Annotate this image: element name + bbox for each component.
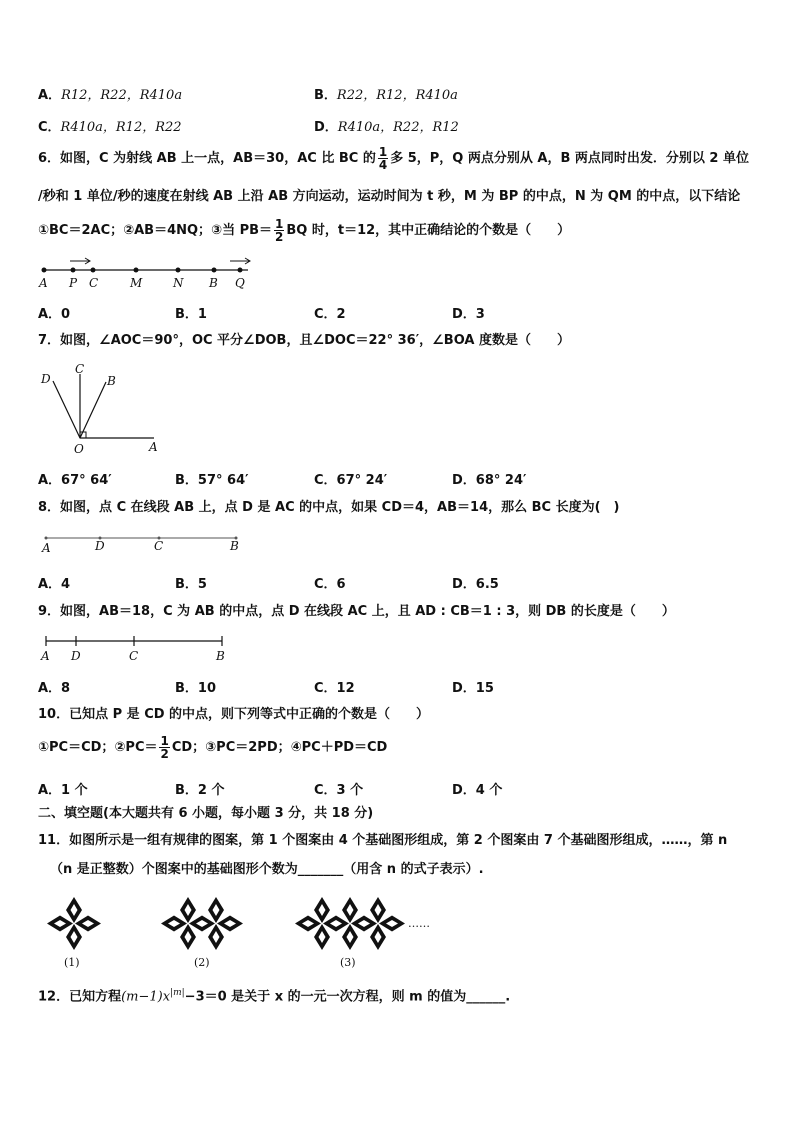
q11-caption-1: (1)	[64, 956, 80, 969]
q6-line2: /秒和 1 单位/秒的速度在射线 AB 上沿 AB 方向运动，运动时间为 t 秒，M 为 BP 的中点，N 为 QM 的中点，以下结论	[38, 189, 741, 204]
q6-fraction-2: $\frac{1}{2}$	[275, 217, 284, 244]
q11-pattern-1	[47, 897, 101, 950]
q9-option-b: B．10	[175, 681, 216, 696]
q6-option-a: A．0	[38, 307, 71, 322]
q9-question: 9．如图，AB＝18，C 为 AB 的中点，点 D 在线段 AC 上，且 AD : CB＝1 : 3，则 DB 的长度是（ ）	[38, 604, 675, 619]
q6-label-m: M	[130, 276, 143, 290]
q11-caption-2: (2)	[194, 956, 210, 969]
q10-option-a: A．1 个	[38, 783, 88, 798]
q10-option-c: C．3 个	[314, 783, 364, 798]
q9-label-d: D	[71, 649, 81, 663]
q6-ray-diagram	[34, 250, 264, 290]
q8-option-c: C．6	[314, 577, 346, 592]
q8-option-d: D．6.5	[452, 577, 499, 592]
q11-pattern-2	[161, 897, 243, 950]
q7-option-d: D．68° 24′	[452, 473, 527, 488]
q10-question: 10．已知点 P 是 CD 的中点，则下列等式中正确的个数是（ ）	[38, 707, 430, 722]
q11-pattern-figure	[40, 890, 440, 970]
q8-label-c: C	[154, 539, 164, 553]
q10-equations: ①PC＝CD；②PC＝ $\frac{1}{2}$ CD；③PC＝2PD；④PC＋PD＝CD	[38, 734, 388, 761]
q11-pattern-3	[295, 897, 405, 950]
q8-segment-diagram	[38, 528, 248, 558]
q11-line1: 11．如图所示是一组有规律的图案，第 1 个图案由 4 个基础图形组成，第 2 个图案由 7 个基础图形组成，……，第 n	[38, 833, 728, 848]
q5-option-c: C．R410a，R12，R22	[38, 120, 182, 135]
q11-ellipsis: ……	[408, 917, 430, 930]
q9-option-d: D．15	[452, 681, 494, 696]
q6-label-a: A	[39, 276, 48, 290]
q8-option-a: A．4	[38, 577, 71, 592]
q7-label-b: B	[107, 374, 116, 388]
q6-option-d: D．3	[452, 307, 485, 322]
q12-question: 12．已知方程$(m-1)x^{|m|}-3=0$ 是关于 x 的一元一次方程，则 m 的值为______.	[38, 988, 511, 1005]
q9-label-c: C	[129, 649, 139, 663]
q6-label-n: N	[173, 276, 184, 290]
q8-question: 8．如图，点 C 在线段 AB 上，点 D 是 AC 的中点，如果 CD＝4，AB＝14，那么 BC 长度为( )	[38, 500, 620, 515]
q6-label-b: B	[209, 276, 218, 290]
q7-question: 7．如图，∠AOC＝90°，OC 平分∠DOB，且∠DOC＝22° 36′，∠BOA 度数是（ ）	[38, 333, 570, 348]
q9-label-a: A	[41, 649, 50, 663]
q8-label-d: D	[95, 539, 105, 553]
q10-option-b: B．2 个	[175, 783, 225, 798]
q9-label-b: B	[216, 649, 225, 663]
q7-angle-diagram	[36, 358, 176, 458]
q10-option-d: D．4 个	[452, 783, 503, 798]
q8-label-b: B	[230, 539, 239, 553]
q6-line1: 6．如图，C 为射线 AB 上一点，AB＝30，AC 比 BC 的 $\frac{1}{4}$ 多 5，P，Q 两点分别从 A，B 两点同时出发．分别以 2 单位	[38, 145, 749, 172]
q6-label-q: Q	[235, 276, 245, 290]
q7-label-o: O	[74, 442, 84, 456]
q9-segment-diagram	[38, 633, 238, 665]
q7-option-b: B．57° 64′	[175, 473, 249, 488]
q5-option-a: A．R12，R22，R410a	[38, 88, 183, 103]
q9-option-c: C．12	[314, 681, 355, 696]
q6-label-p: P	[69, 276, 78, 290]
q9-option-a: A．8	[38, 681, 71, 696]
q6-line3: ①BC＝2AC；②AB＝4NQ；③当 PB＝ $\frac{1}{2}$ BQ 时，t＝12，其中正确结论的个数是（ ）	[38, 217, 571, 244]
q7-option-c: C．67° 24′	[314, 473, 388, 488]
q10-fraction: $\frac{1}{2}$	[160, 734, 169, 761]
q6-option-b: B．1	[175, 307, 207, 322]
q7-label-d: D	[41, 372, 51, 386]
q6-label-c: C	[89, 276, 99, 290]
q7-label-a: A	[149, 440, 158, 454]
q5-option-b: B．R22，R12，R410a	[314, 88, 458, 103]
section-heading-fill-blank: 二、填空题(本大题共有 6 小题，每小题 3 分，共 18 分)	[38, 806, 374, 821]
q11-caption-3: (3)	[340, 956, 356, 969]
q8-label-a: A	[42, 541, 51, 555]
q5-option-d: D．R410a，R22，R12	[314, 120, 459, 135]
q7-label-c: C	[75, 362, 85, 376]
q6-option-c: C．2	[314, 307, 346, 322]
q6-fraction: $\frac{1}{4}$	[378, 145, 388, 172]
q7-option-a: A．67° 64′	[38, 473, 112, 488]
q11-line2: （n 是正整数）个图案中的基础图形个数为_______（用含 n 的式子表示）.	[50, 862, 484, 877]
q8-option-b: B．5	[175, 577, 207, 592]
